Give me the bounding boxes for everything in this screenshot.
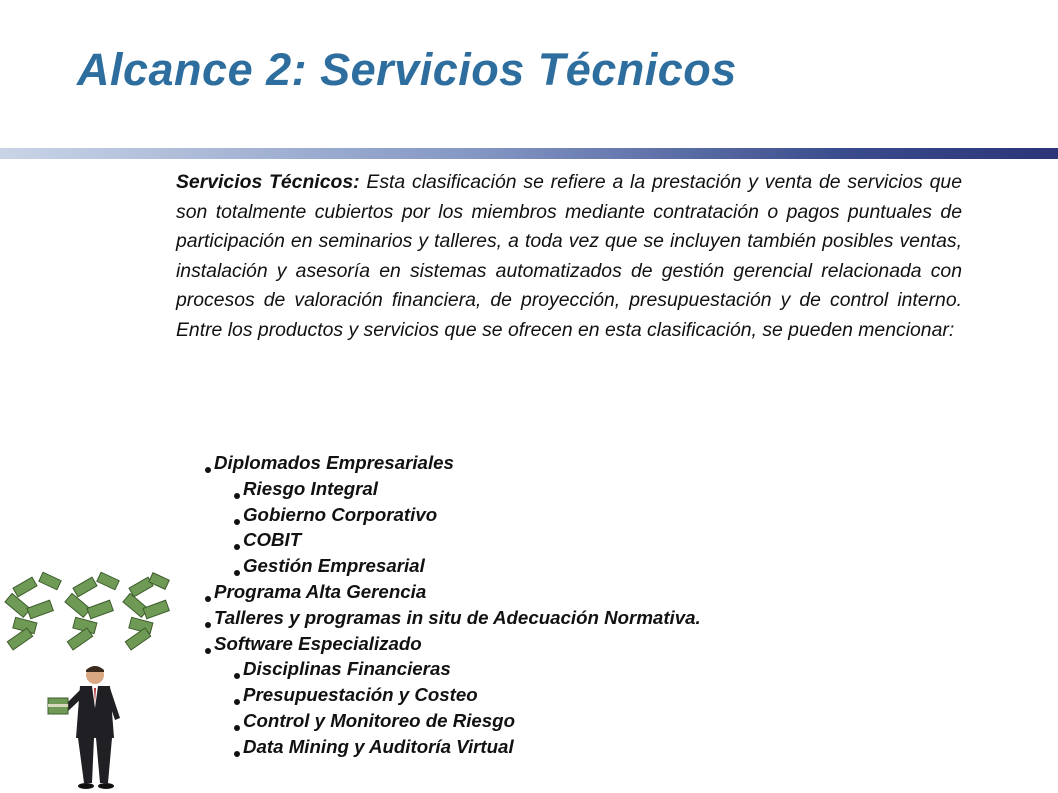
list-item-label: Riesgo Integral xyxy=(243,477,378,499)
bullet-icon xyxy=(205,648,211,654)
slide-title: Alcance 2: Servicios Técnicos xyxy=(77,44,737,95)
title-divider xyxy=(0,148,1058,159)
list-item xyxy=(205,631,701,657)
money-stack-icon xyxy=(123,573,169,650)
sub-list-item xyxy=(205,527,701,553)
bullet-icon xyxy=(234,570,240,576)
list-item-label: Gobierno Corporativo xyxy=(243,503,438,525)
intro-paragraph xyxy=(176,168,962,346)
sub-list-item xyxy=(205,656,701,682)
list-item-label: Disciplinas Financieras xyxy=(243,658,451,680)
bullet-icon xyxy=(234,519,240,525)
intro-text: Esta clasificación se refiere a la prestación y venta de servicios que son totalmente cubiertos por los miembros mediante contratación o pagos puntuales de participación en seminarios y talleres, a toda vez que se incluyen también posibles ventas, instalación y asesoría en sistemas automatizados de gestión gerencial relacionada con procesos de valoración financiera, de proyección, presupuestación y de control interno. Entre los productos y servicios que se ofrecen en esta clasificación, se pueden mencionar: xyxy=(176,171,962,341)
list-item-label: Diplomados Empresariales xyxy=(214,452,454,473)
businessman-money-illustration xyxy=(0,568,175,793)
list-item xyxy=(205,605,701,631)
sub-list-item xyxy=(205,734,701,760)
list-item-label: Control y Monitoreo de Riesgo xyxy=(243,709,516,731)
sub-list-item xyxy=(205,476,701,502)
businessman-icon xyxy=(48,666,120,789)
bullet-icon xyxy=(234,673,240,679)
bullet-icon xyxy=(234,493,240,499)
money-stack-icon xyxy=(5,572,61,650)
list-item xyxy=(205,579,701,605)
intro-heading: Servicios Técnicos: xyxy=(176,171,360,193)
list-item-label: Gestión Empresarial xyxy=(243,555,425,577)
services-list xyxy=(205,450,701,760)
list-item-label: Talleres y programas in situ de Adecuación Normativa. xyxy=(214,606,701,628)
bullet-icon xyxy=(234,725,240,731)
sub-list-item xyxy=(205,502,701,528)
list-item-label: Data Mining y Auditoría Virtual xyxy=(243,735,514,757)
list-item-label: COBIT xyxy=(243,529,302,551)
bullet-icon xyxy=(234,751,240,757)
list-item xyxy=(205,450,701,476)
bullet-icon xyxy=(205,622,211,628)
list-item-label: Presupuestación y Costeo xyxy=(243,684,478,706)
bullet-icon xyxy=(234,699,240,705)
bullet-icon xyxy=(205,596,211,602)
money-stack-icon xyxy=(65,572,119,650)
bullet-icon xyxy=(234,544,240,550)
list-item-label: Software Especializado xyxy=(214,632,422,654)
sub-list-item xyxy=(205,708,701,734)
list-item-label: Programa Alta Gerencia xyxy=(214,580,427,602)
sub-list-item xyxy=(205,682,701,708)
bullet-icon xyxy=(205,467,211,473)
sub-list-item xyxy=(205,553,701,579)
